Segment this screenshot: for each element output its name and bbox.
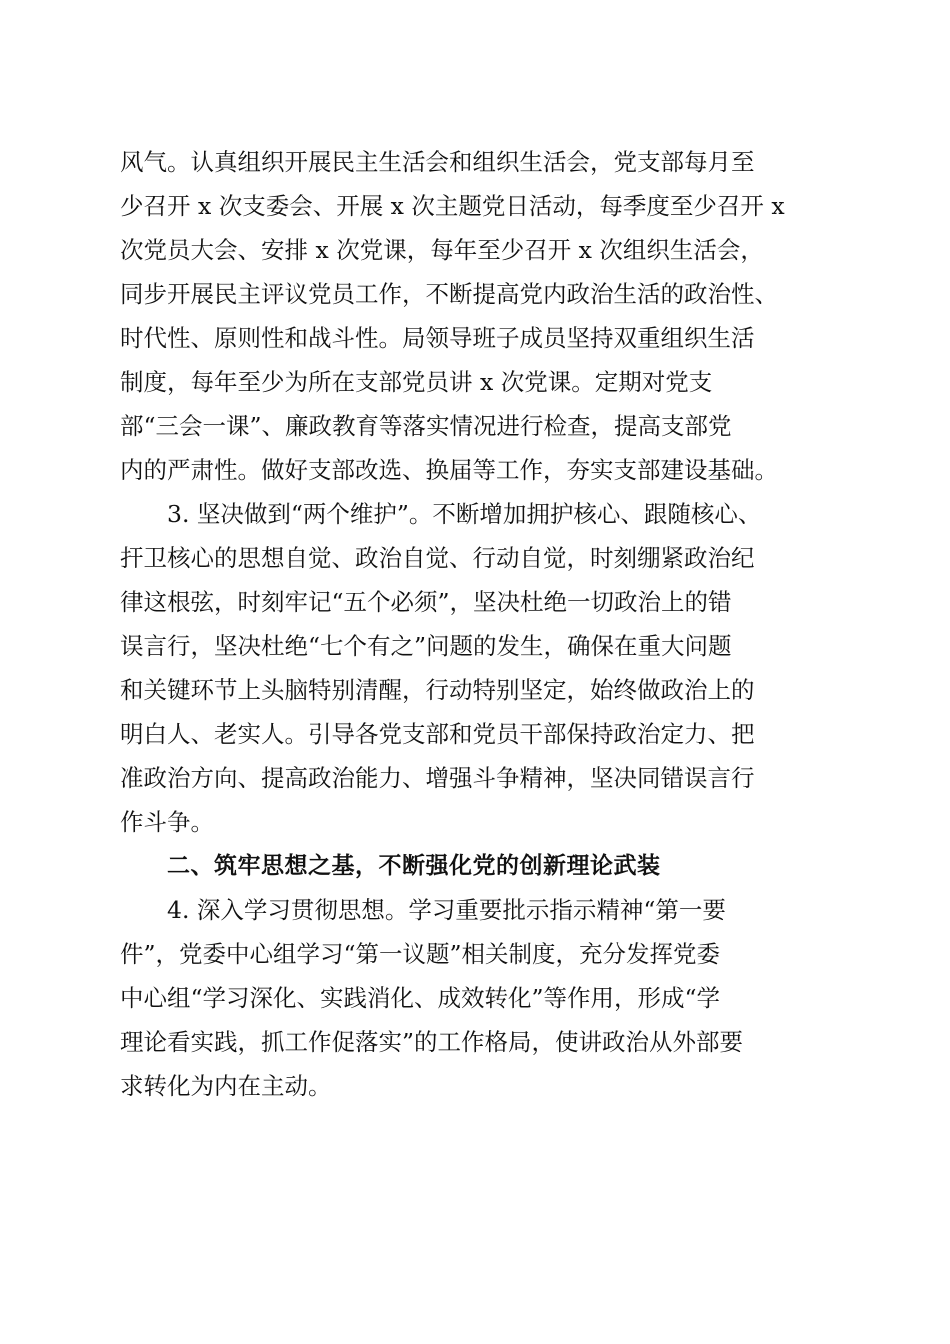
section-heading: 二、筑牢思想之基，不断强化党的创新理论武装 — [167, 853, 661, 879]
text-line: 中心组“学习深化、实践消化、成效转化”等作用，形成“学 — [120, 984, 721, 1012]
paragraph-4-start: 4. 深入学习贯彻思想。学习重要批示指示精神“第一要 — [167, 896, 726, 924]
text-line: 部“三会一课”、廉政教育等落实情况进行检查，提高支部党 — [120, 412, 732, 440]
text-line: 扞卫核心的思想自觉、政治自觉、行动自觉，时刻绷紧政治纪 — [120, 544, 755, 572]
text-line: 作斗争。 — [120, 808, 214, 836]
text-line: 少召开 x 次支委会、开展 x 次主题党日活动，每季度至少召开 x — [120, 192, 785, 220]
text-line: 误言行，坚决杜绝“七个有之”问题的发生，确保在重大问题 — [120, 632, 732, 660]
text-line: 内的严肃性。做好支部改选、换届等工作，夯实支部建设基础。 — [120, 456, 778, 484]
paragraph-3-start: 3. 坚决做到“两个维护”。不断增加拥护核心、跟随核心、 — [167, 500, 762, 528]
text-line: 次党员大会、安排 x 次党课，每年至少召开 x 次组织生活会， — [120, 236, 764, 264]
text-line: 件”，党委中心组学习“第一议题”相关制度，充分发挥党委 — [120, 940, 721, 968]
text-line: 制度，每年至少为所在支部党员讲 x 次党课。定期对党支 — [120, 368, 713, 396]
text-line: 准政治方向、提高政治能力、增强斗争精神，坚决同错误言行 — [120, 764, 755, 792]
text-line: 明白人、老实人。引导各党支部和党员干部保持政治定力、把 — [120, 720, 755, 748]
document-page — [120, 140, 830, 1108]
text-line: 律这根弦，时刻牢记“五个必须”，坚决杜绝一切政治上的错 — [120, 588, 732, 616]
text-line: 风气。认真组织开展民主生活会和组织生活会，党支部每月至 — [120, 148, 755, 176]
text-line: 同步开展民主评议党员工作，不断提高党内政治生活的政治性、 — [120, 280, 778, 308]
text-line: 求转化为内在主动。 — [120, 1072, 332, 1100]
text-line: 和关键环节上头脑特别清醒，行动特别坚定，始终做政治上的 — [120, 676, 755, 704]
text-line: 时代性、原则性和战斗性。局领导班子成员坚持双重组织生活 — [120, 324, 755, 352]
text-line: 理论看实践，抓工作促落实”的工作格局，使讲政治从外部要 — [120, 1028, 744, 1056]
